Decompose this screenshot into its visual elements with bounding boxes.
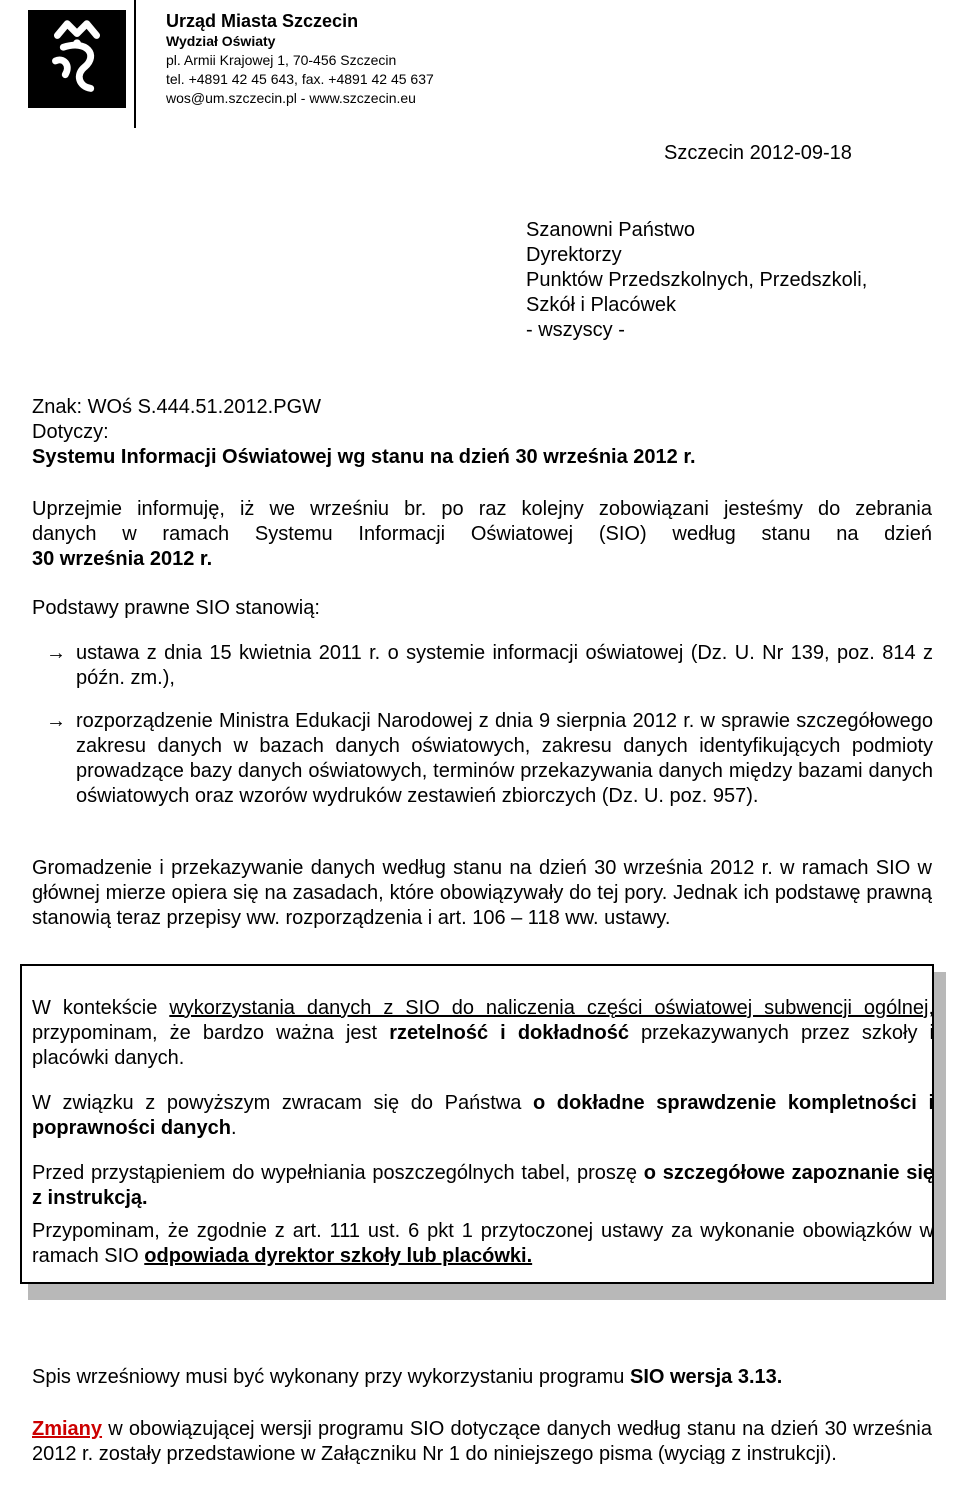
notice-paragraph <box>32 1091 934 1141</box>
notice-paragraph <box>32 1161 934 1211</box>
changes-paragraph <box>32 1417 932 1467</box>
bold-text: o dokładne sprawdzenie kompletności i poprawności danych <box>32 1092 935 1139</box>
contact-web: wos@um.szczecin.pl - www.szczecin.eu <box>166 90 416 106</box>
intro-line: danych w ramach Systemu Informacji Oświatowej (SIO) według stanu na dzień <box>32 523 932 545</box>
header-divider <box>134 0 136 128</box>
recipient-line: Szanowni Państwo <box>526 219 695 241</box>
notice-paragraph <box>32 996 934 1071</box>
arrow-icon: → <box>46 710 66 732</box>
text: przekazywanych przez szkoły i placówki danych. <box>32 1022 935 1069</box>
underlined-text: wykorzystania danych z SIO do naliczenia części oświatowej subwencji ogólnej <box>169 997 929 1019</box>
org-name: Urząd Miasta Szczecin <box>166 11 359 31</box>
recipients <box>526 218 867 343</box>
list-item-text: ustawa z dnia 15 kwietnia 2011 r. o systemie informacji oświatowej (Dz. U. Nr 139, poz. 814 z późn. zm.), <box>76 642 933 689</box>
text: , przypominam, że bardzo ważna jest <box>32 997 934 1044</box>
bold-text: o szczegółowe zapoznanie się z instrukcją. <box>32 1162 934 1209</box>
arrow-icon: → <box>46 642 66 664</box>
notice-paragraph <box>32 1219 934 1269</box>
highlight-text: Zmiany <box>32 1418 103 1440</box>
phone: tel. +4891 42 45 643, fax. +4891 42 45 637 <box>166 71 434 87</box>
text: Przed przystąpieniem do wypełniania poszczególnych tabel, proszę <box>32 1162 644 1184</box>
address: pl. Armii Krajowej 1, 70-456 Szczecin <box>166 52 397 68</box>
list-item <box>46 641 933 691</box>
ref-dotyczy: Dotyczy: <box>32 421 109 443</box>
text: W związku z powyższym zwracam się do Państwa <box>32 1092 533 1114</box>
intro-line: Uprzejmie informuję, iż we wrześniu br. po raz kolejny zobowiązani jesteśmy do zebrania <box>32 498 932 520</box>
text: Spis wrześniowy musi być wykonany przy wykorzystaniu programu <box>32 1366 630 1388</box>
recipient-line: Szkół i Placówek <box>526 294 677 316</box>
bold-text: rzetelność i dokładność <box>389 1022 629 1044</box>
bold-underlined-text: odpowiada dyrektor szkoły lub placówki. <box>144 1245 533 1267</box>
intro-line: 30 września 2012 r. <box>32 548 213 570</box>
ref-sign: Znak: WOś S.444.51.2012.PGW <box>32 396 322 418</box>
gathering-paragraph: Gromadzenie i przekazywanie danych według stanu na dzień 30 września 2012 r. w ramach SIO w głównej mierze opiera się na zasadach, które obowiązywały do tej pory. Jednak ich podstawę prawną stanowią teraz przepisy ww. rozporządzenia i art. 106 – 118 ww. ustawy. <box>32 857 932 929</box>
text: w obowiązującej wersji programu SIO dotyczące danych według stanu na dzień 30 września 2012 r. zostały przedstawione w Załączniku Nr 1 do niniejszego pisma (wyciąg z instrukcji). <box>32 1418 932 1465</box>
subject: Systemu Informacji Oświatowej wg stanu na dzień 30 września 2012 r. <box>32 446 696 468</box>
recipient-line: Dyrektorzy <box>526 244 622 266</box>
recipient-line: Punktów Przedszkolnych, Przedszkoli, <box>526 269 868 291</box>
dept-name: Wydział Oświaty <box>166 33 276 49</box>
text: W kontekście <box>32 997 170 1019</box>
list-item-text: rozporządzenie Ministra Edukacji Narodowej z dnia 9 sierpnia 2012 r. w sprawie szczegółowego zakresu danych w bazach danych oświatowych, zakresu danych identyfikujących podmioty prowadzące bazy danych oświatowych, terminów przekazywania danych między bazami danych oświatowych oraz wzorów wydruków zestawień zbiorczych (Dz. U. poz. 957). <box>76 710 933 807</box>
text: Przypominam, że zgodnie z art. 111 ust. 6 pkt 1 przytoczonej ustawy za wykonanie obowiązków w ramach SIO <box>32 1220 934 1267</box>
letterhead <box>166 10 434 108</box>
letter-date: Szczecin 2012-09-18 <box>664 142 852 164</box>
bold-text: SIO wersja 3.13. <box>629 1366 783 1388</box>
list-item <box>46 709 933 809</box>
legal-basis-intro: Podstawy prawne SIO stanowią: <box>32 597 320 619</box>
recipient-line: - wszyscy - <box>526 319 625 341</box>
city-logo-icon <box>28 10 126 108</box>
text: . <box>230 1117 237 1139</box>
version-note <box>32 1365 932 1390</box>
